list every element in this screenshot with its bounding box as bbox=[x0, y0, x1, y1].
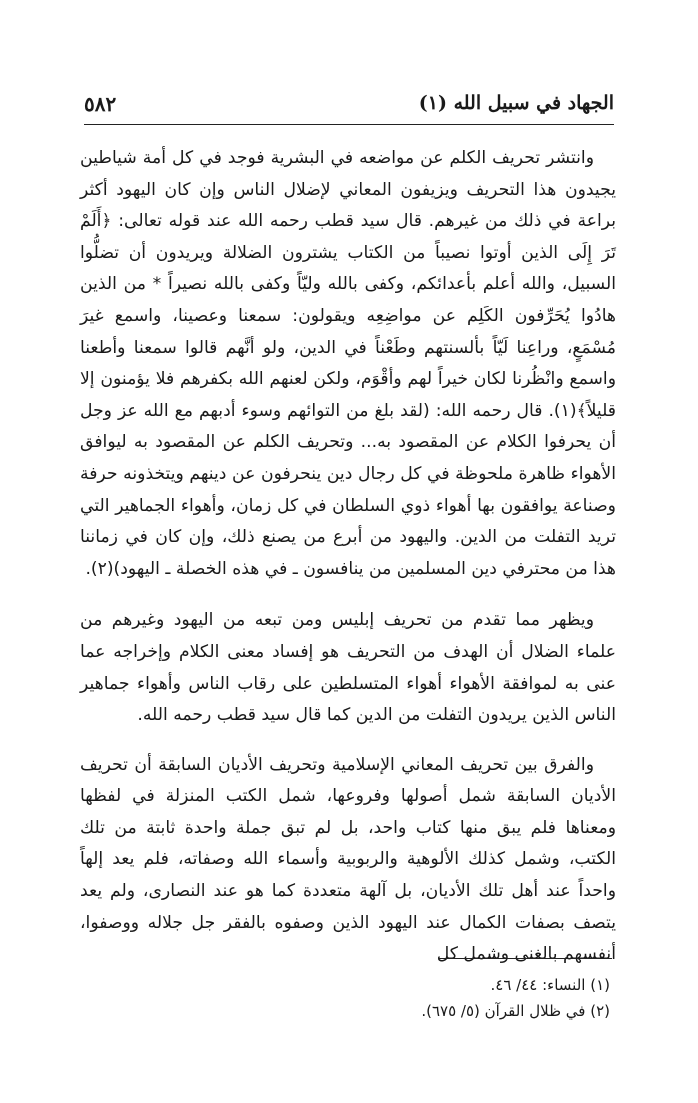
paragraph-1: وانتشر تحريف الكلم عن مواضعه في البشرية فوجد في كل أمة شياطين يجيدون هذا التحريف ويزيفون المعاني لإضلال الناس وإن كان اليهود أكثر براعة في ذلك من غيرهم. قال سيد قطب رحمه الله عند قوله تعالى: ﴿أَلَمْ تَرَ إِلَى الذين أوتوا نصيباً من الكتاب يشترون الضلالة ويريدون أن تضلُّوا السبيل، والله أعلم بأعدائكم، وكفى بالله وليّاً وكفى بالله نصيراً * من الذين هادُوا يُحَرِّفون الكَلِم عن مواضِعِه ويقولون: سمعنا وعصينا، واسمع غيرَ مُسْمَعٍ، وراعِنا لَيّاً بألسنتهم وطَعْناً في الدين، ولو أنَّهم قالوا سمعنا وأطعنا واسمع وانْظُرنا لكان خيراً لهم وأقْوَم، ولكن لعنهم الله بكفرهم فلا يؤمنون إلا قليلاً﴾(١). قال رحمه الله: (لقد بلغ من التوائهم وسوء أدبهم مع الله عز وجل أن يحرفوا الكلام عن المقصود به... وتحريف الكلم عن المقصود به ليوافق الأهواء ظاهرة ملحوظة في كل رجال دين ينحرفون عن دينهم ويتخذونه حرفة وصناعة يوافقون بها أهواء ذوي السلطان في كل زمان، وأهواء الجماهير التي تريد التفلت من الدين. واليهود من أبرع من يصنع ذلك، وإن كان في زماننا هذا من محترفي دين المسلمين من ينافسون ـ في هذه الخصلة ـ اليهود)(٢). bbox=[80, 148, 616, 579]
footnote-2: (٢) في ظلال القرآن (٥/ ٦٧٥). bbox=[421, 1002, 610, 1020]
footnote-1: (١) النساء: ٤٤/ ٤٦. bbox=[490, 976, 610, 994]
page-number: ٥٨٢ bbox=[84, 92, 117, 116]
footnotes bbox=[84, 972, 610, 1024]
running-title: الجهاد في سبيل الله (١) bbox=[418, 92, 614, 114]
footnote-divider bbox=[438, 958, 612, 959]
page-header bbox=[84, 92, 614, 122]
header-divider bbox=[84, 124, 614, 125]
body-text bbox=[80, 143, 616, 989]
paragraph-2: ويظهر مما تقدم من تحريف إبليس ومن تبعه من اليهود وغيرهم من علماء الضلال أن الهدف من التحريف هو إفساد معنى الكلام وإخراجه عما عنى به لموافقة الأهواء أهواء المتسلطين على رقاب الناس وأهواء جماهير الناس الذين يريدون التفلت من الدين كما قال سيد قطب رحمه الله. bbox=[80, 610, 616, 726]
paragraph-3: والفرق بين تحريف المعاني الإسلامية وتحريف الأديان السابقة أن تحريف الأديان السابقة شمل أصولها وفروعها، شمل الكتب المنزلة في لفظها ومعناها فلم يبق منها كتاب واحد، بل لم تبق جملة واحدة ثابتة من تلك الكتب، وشمل كذلك الألوهية والربوبية وأسماء الله وصفاته، فلم يعد إلهاً واحداً عند أهل تلك الأديان، بل آلهة متعددة كما هو عند النصارى، ولم يعد يتصف بصفات الكمال عند اليهود الذين وصفوه بالفقر جل جلاله ووصفوا، أنفسهم بالغنى وشمل كل bbox=[80, 754, 616, 965]
